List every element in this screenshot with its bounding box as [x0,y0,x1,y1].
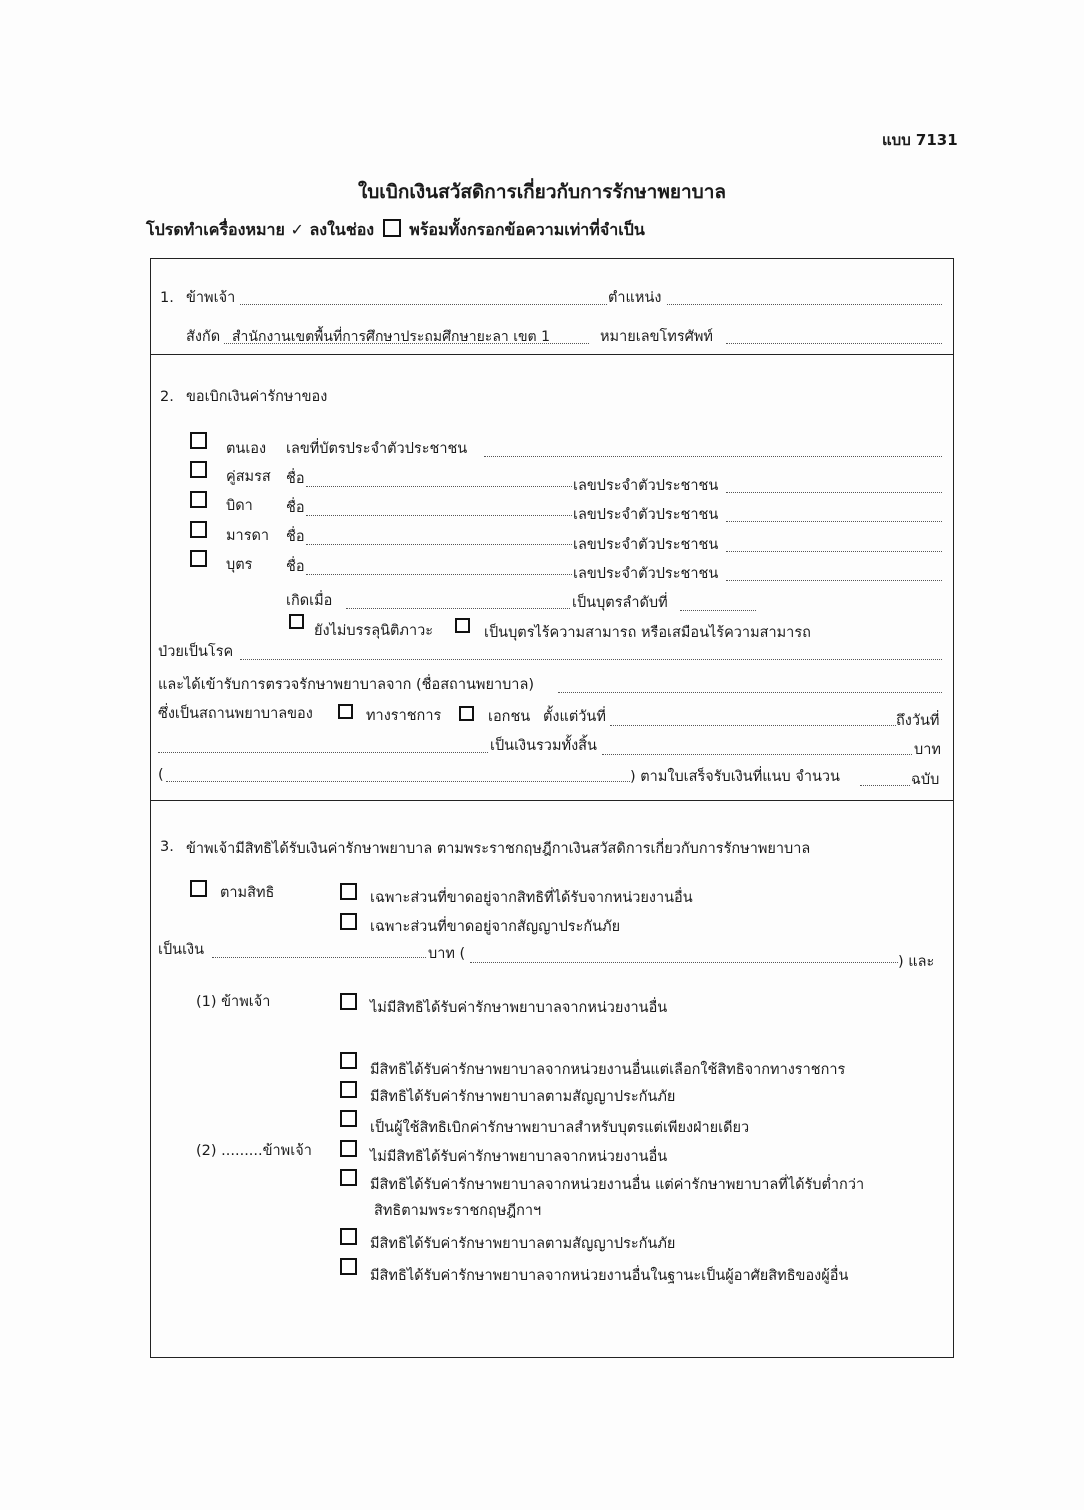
minor-label: ยังไม่บรรลุนิติภาวะ [314,623,434,639]
affiliation-field [224,343,589,344]
applicant-name-label: ข้าพเจ้า [186,290,236,306]
other-option-5-continuation: สิทธิตามพระราชกฤษฎีกาฯ [374,1203,542,1219]
private-label: เอกชน [488,709,531,725]
amount-field[interactable] [212,957,426,958]
form-number: แบบ 7131 [882,131,958,149]
self-checkbox[interactable] [190,432,207,449]
other-option-4-label: ไม่มีสิทธิได้รับค่ารักษาพยาบาลจากหน่วยงานอื่น [370,1149,668,1165]
self-id-field[interactable] [484,456,942,457]
private-checkbox[interactable] [459,706,474,721]
father-name-label: ชื่อ [286,500,305,516]
other-option-6-label: มีสิทธิได้รับค่ารักษาพยาบาลตามสัญญาประกันภัย [370,1236,676,1252]
hospital-type-label: ซึ่งเป็นสถานพยาบาลของ [158,706,313,722]
affiliation-value[interactable]: สำนักงานเขตพื้นที่การศึกษาประถมศึกษายะลา เขต 1 [232,329,551,345]
copies-label: ฉบับ [911,772,940,788]
spouse-name-label: ชื่อ [286,471,305,487]
checkmark-icon: ✓ [290,220,304,239]
illness-label: ป่วยเป็นโรค [158,644,234,660]
self-id-label: เลขที่บัตรประจำตัวประชาชน [286,441,468,457]
section1-number: 1. [160,290,174,306]
total-label: เป็นเงินรวมทั้งสิ้น [490,738,597,754]
total-words-field[interactable] [166,781,630,782]
born-field[interactable] [346,608,570,609]
phone-field[interactable] [726,343,942,344]
other-option-4-checkbox[interactable] [340,1140,357,1157]
child-checkbox[interactable] [190,550,207,567]
partial-insurance-checkbox[interactable] [340,913,357,930]
spouse-id-field[interactable] [726,492,942,493]
child-id-label: เลขประจำตัวประชาชน [573,566,719,582]
child-name-field[interactable] [306,574,572,575]
mother-name-label: ชื่อ [286,529,305,545]
total-field[interactable] [602,754,912,755]
other-option-5-checkbox[interactable] [340,1169,357,1186]
other-option-7-label: มีสิทธิได้รับค่ารักษาพยาบาลจากหน่วยงานอื่นในฐานะเป็นผู้อาศัยสิทธิของผู้อื่น [370,1268,849,1284]
spouse-name-field[interactable] [306,486,572,487]
mother-id-label: เลขประจำตัวประชาชน [573,537,719,553]
mother-checkbox[interactable] [190,521,207,538]
father-id-label: เลขประจำตัวประชาชน [573,507,719,523]
other-option-2-checkbox[interactable] [340,1081,357,1098]
illness-field[interactable] [240,659,942,660]
entitled-label: ตามสิทธิ [220,885,275,901]
to-date-field[interactable] [158,752,488,753]
open-paren: ( [158,767,164,783]
instruction-mid: ลงในช่อง [309,220,375,239]
other-option-3-checkbox[interactable] [340,1110,357,1127]
from-date-field[interactable] [610,725,896,726]
partial-other-agency-checkbox[interactable] [340,883,357,900]
section2-heading: ขอเบิกเงินค่ารักษาของ [186,389,328,405]
child-order-field[interactable] [680,610,756,611]
self-item-label: (1) ข้าพเจ้า [196,994,271,1010]
section2-number: 2. [160,389,174,405]
minor-checkbox[interactable] [289,614,304,629]
child-label: บุตร [226,557,253,573]
receipt-label: ) ตามใบเสร็จรับเงินที่แนบ จำนวน [630,769,840,785]
section3-heading: ข้าพเจ้ามีสิทธิได้รับเงินค่ารักษาพยาบาล ตามพระราชกฤษฎีกาเงินสวัสดิการเกี่ยวกับการรักษาพยาบาล [186,841,811,857]
self-label: ตนเอง [226,441,267,457]
other-item-label: (2) .........ข้าพเจ้า [196,1143,312,1159]
father-checkbox[interactable] [190,491,207,508]
total-baht-label: บาท [914,742,941,758]
child-order-label: เป็นบุตรลำดับที่ [572,595,668,611]
other-option-7-checkbox[interactable] [340,1258,357,1275]
and-label: ) และ [898,954,935,970]
other-option-6-checkbox[interactable] [340,1228,357,1245]
mother-label: มารดา [226,528,270,544]
self-no-right-label: ไม่มีสิทธิได้รับค่ารักษาพยาบาลจากหน่วยงานอื่น [370,1000,668,1016]
instruction-line [146,218,645,243]
hospital-label: และได้เข้ารับการตรวจรักษาพยาบาลจาก (ชื่อสถานพยาบาล) [158,677,534,693]
hospital-field[interactable] [558,692,942,693]
instruction-pre: โปรดทำเครื่องหมาย [146,220,285,239]
position-label: ตำแหน่ง [608,290,662,306]
government-checkbox[interactable] [338,704,353,719]
checkbox-sample-icon [383,219,401,237]
section-divider-1 [150,354,954,355]
section-divider-2 [150,800,954,801]
other-option-1-label: มีสิทธิได้รับค่ารักษาพยาบาลจากหน่วยงานอื่นแต่เลือกใช้สิทธิจากทางราชการ [370,1062,846,1078]
mother-name-field[interactable] [306,544,572,545]
government-label: ทางราชการ [366,708,442,724]
spouse-checkbox[interactable] [190,461,207,478]
copies-field[interactable] [860,785,910,786]
disabled-label: เป็นบุตรไร้ความสามารถ หรือเสมือนไร้ความสามารถ [484,625,811,641]
phone-label: หมายเลขโทรศัพท์ [600,329,713,345]
mother-id-field[interactable] [726,551,942,552]
form-title: ใบเบิกเงินสวัสดิการเกี่ยวกับการรักษาพยาบาล [357,181,727,203]
to-date-label: ถึงวันที่ [896,713,940,729]
father-id-field[interactable] [726,521,942,522]
child-id-field[interactable] [726,580,942,581]
other-option-3-label: เป็นผู้ใช้สิทธิเบิกค่ารักษาพยาบาลสำหรับบุตรแต่เพียงฝ่ายเดียว [370,1120,750,1136]
amount-label: เป็นเงิน [158,942,205,958]
applicant-name-field[interactable] [240,304,607,305]
partial-other-agency-label: เฉพาะส่วนที่ขาดอยู่จากสิทธิที่ได้รับจากหน่วยงานอื่น [370,890,693,906]
father-name-field[interactable] [306,515,572,516]
section3-number: 3. [160,839,174,855]
other-option-5-label: มีสิทธิได้รับค่ารักษาพยาบาลจากหน่วยงานอื่น แต่ค่ารักษาพยาบาลที่ได้รับต่ำกว่า [370,1177,865,1193]
spouse-label: คู่สมรส [226,469,271,485]
self-no-right-checkbox[interactable] [340,993,357,1010]
born-label: เกิดเมื่อ [286,593,333,609]
amount-baht-paren: บาท ( [428,946,466,962]
from-date-label: ตั้งแต่วันที่ [543,709,606,725]
spouse-id-label: เลขประจำตัวประชาชน [573,478,719,494]
amount-words-field[interactable] [470,962,898,963]
other-option-1-checkbox[interactable] [340,1052,357,1069]
position-field[interactable] [667,304,942,305]
father-label: บิดา [226,498,253,514]
instruction-post: พร้อมทั้งกรอกข้อความเท่าที่จำเป็น [409,220,645,239]
disabled-checkbox[interactable] [455,618,470,633]
child-name-label: ชื่อ [286,559,305,575]
affiliation-label: สังกัด [186,329,221,345]
partial-insurance-label: เฉพาะส่วนที่ขาดอยู่จากสัญญาประกันภัย [370,919,621,935]
other-option-2-label: มีสิทธิได้รับค่ารักษาพยาบาลตามสัญญาประกันภัย [370,1089,676,1105]
entitled-checkbox[interactable] [190,880,207,897]
